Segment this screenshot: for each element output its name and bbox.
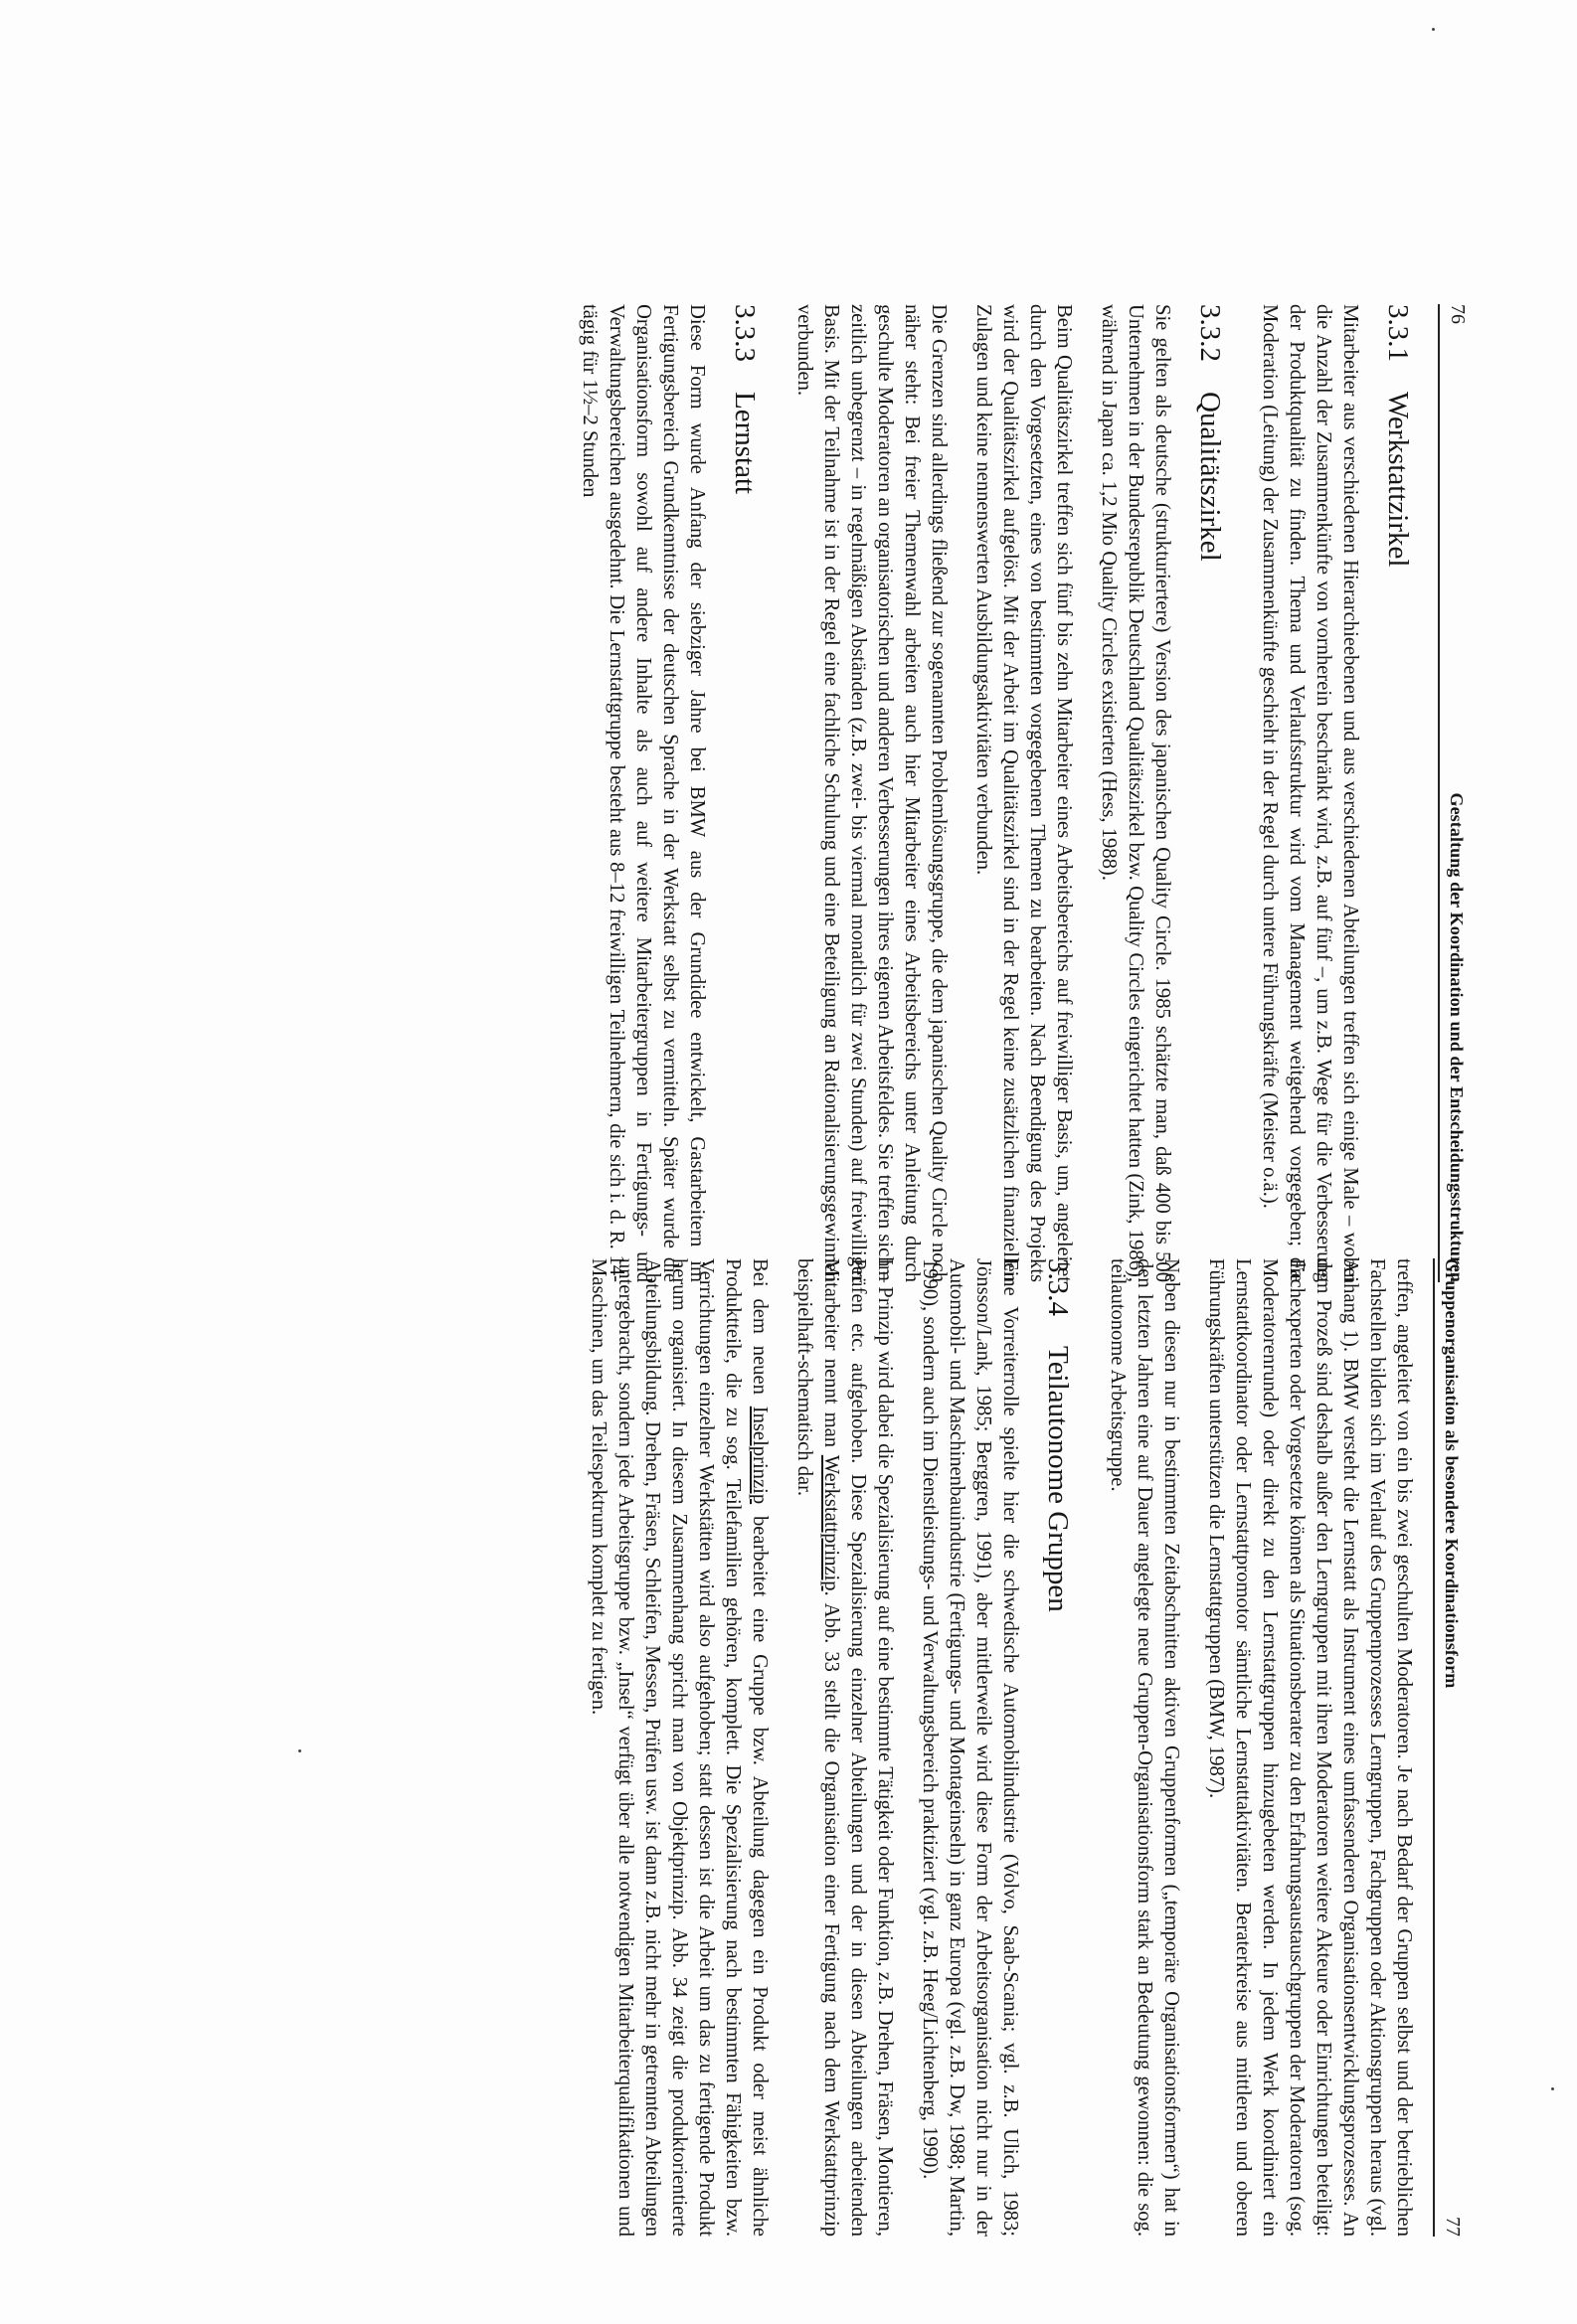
- running-head-title: Gruppenorganisation als besondere Koordinationsform: [1442, 1258, 1462, 1689]
- text-run: . Abb. 33 stellt die Organisation einer Fertigung nach dem Werkstattprinzip beispielhaft-schematisch dar.: [793, 1258, 842, 2237]
- paragraph: treffen, angeleitet von ein bis zwei geschulten Moderatoren. Je nach Bedarf der Gruppen selbst und der betrieblichen Fachstellen bilden sich im Verlauf des Gruppenprozesses Lerngruppen, Fachgruppen oder Aktionsgruppen heraus (vgl. Anhang 1). BMW versteht die Lernstatt als Instrument eines umfassenderen Organisationsentwicklungsprozesses. An dem Prozeß sind deshalb außer den Lerngruppen mit ihren Moderatoren weitere Akteure oder Einrichtungen beteiligt: Fachexperten oder Vorgesetzte können als Situationsberater zu den Erfahrungsaustauschgruppen der Moderatoren (sog. Moderatorenrunde) oder direkt zu den Lernstattgruppen hinzugebeten werden. In jedem Werk koordiniert ein Lernstattkoordinator oder Lernstattpromotor sämtliche Lernstattaktivitäten. Beraterkreise aus mittleren und oberen Führungskräften unterstützen die Lernstattgruppen (BMW, 1987).: [1205, 1258, 1415, 2237]
- page-number: 77: [1442, 2217, 1464, 2237]
- page-77: [373, 1223, 1487, 2274]
- paragraph: Eine Vorreiterrolle spielte hier die schwedische Automobilindustrie (Volvo, Saab-Scania; vgl. z.B. Ulich, 1983; Jönsson/Lank, 1985; Berggren, 1991), aber mittlerweile wird diese Form der Arbeitsorganisation nicht nur in der Automobil- und Maschinenbauindustrie (Fertigungs- und Montageinseln) in ganz Europa (vgl. z.B. Dw, 1988; Martin, 1990), sondern auch im Dienstleistungs- und Verwaltungsbereich praktiziert (vgl. z.B. Heeg/Lichtenberg, 1990).: [919, 1258, 1021, 2237]
- section-title: Qualitätszirkel: [1194, 392, 1226, 562]
- paragraph: Die Grenzen sind allerdings fließend zur sogenannten Problemlösungsgruppe, die dem japanischen Quality Circle noch näher steht: Bei freier Themenwahl arbeiten auch hier Mitarbeiter eines Arbeitsbereichs unter Anleitung durch geschulte Moderatoren an organisatorischen und anderen Verbesserungen ihres eigenen Arbeitsfeldes. Sie treffen sich – zeitlich unbegrenzt – in regelmäßigen Abständen (z.B. zwei- bis viermal monatlich für zwei Stunden) auf freiwilliger Basis. Mit der Teilnahme ist in der Regel eine fachliche Schulung und eine Beteiligung an Rationalisierungsgewinnen verbunden.: [793, 304, 950, 1282]
- paragraph-inselprinzip: [585, 1258, 773, 2237]
- text-run: Bei dem neuen: [749, 1258, 771, 1407]
- term-werkstattprinzip: Werkstattprinzip: [820, 1454, 842, 1591]
- paragraph: Diese Form wurde Anfang der siebziger Jahre bei BMW aus der Grundidee entwickelt, Gastarbeitern im Fertigungsbereich Grundkenntnisse der deutschen Sprache in der Werkstatt selbst zu vermitteln. Später wurde die Organisationsform sowohl auf andere Inhalte als auch auf weitere Mitarbeitergruppen in Fertigungs- und Verwaltungsbereichen ausgedehnt. Die Lernstattgruppe besteht aus 8–12 freiwilligen Teilnehmern, die sich i. d. R. 14-tägig für 1½–2 Stunden: [579, 304, 708, 1282]
- term-inselprinzip: Inselprinzip: [749, 1406, 771, 1505]
- running-head: [1433, 1258, 1487, 2237]
- section-number: 3.3.4: [1042, 1258, 1074, 1316]
- scan-speck: [298, 1749, 301, 1752]
- section-number: 3.3.1: [1382, 304, 1414, 362]
- page-76: [378, 268, 1491, 1320]
- paragraph: Beim Qualitätszirkel treffen sich fünf bis zehn Mitarbeiter eines Arbeitsbereichs auf freiwilliger Basis, um, angeleitet durch den Vorgesetzten, eines von bestimmten vorgegebenen Themen zu bearbeiten. Nach Beendigung des Projekts wird der Qualitätszirkel aufgelöst. Mit der Arbeit im Qualitätszirkel sind in der Regel keine zusätzlichen finanziellen Zulagen und keine nennenswerten Ausbildungsaktivitäten verbunden.: [972, 304, 1075, 1282]
- paragraph: Sie gelten als deutsche (strukturiertere) Version des japanischen Quality Circle. 1985 schätzte man, daß 400 bis 500 Unternehmen in der Bundesrepublik Deutschland Qualitätszirkel bzw. Quality Circles eingerichtet hatten (Zink, 1986), während in Japan ca. 1,2 Mio Quality Circles existierten (Hess, 1988).: [1098, 304, 1173, 1282]
- section-title: Werkstattzirkel: [1382, 392, 1414, 568]
- section-heading-teilautonome-gruppen: [1041, 1258, 1074, 2237]
- paragraph-werkstattprinzip: [790, 1258, 898, 2237]
- section-heading-qualitaetszirkel: [1193, 304, 1226, 1282]
- paragraph: Mitarbeiter aus verschiedenen Hierarchieebenen und aus verschiedenen Abteilungen treffen sich einige Male – wobei die Anzahl der Zusammenkünfte von vornherein beschränkt wird, z.B. auf fünf –, um z.B. Wege für die Verbesserung der Produktqualität zu finden. Thema und Verlaufsstruktur wird vom Management weitgehend vorgegeben; die Moderation (Leitung) der Zusammenkünfte geschieht in der Regel durch untere Führungskräfte (Meister o.ä.).: [1259, 304, 1361, 1282]
- running-head: [1438, 304, 1491, 1282]
- scan-speck: [1432, 28, 1435, 31]
- section-heading-werkstattzirkel: [1381, 304, 1414, 1282]
- paragraph: Neben diesen nur in bestimmten Zeitabschnitten aktiven Gruppenformen („temporäre Organisationsformen“) hat in den letzten Jahren eine auf Dauer angelegte neue Gruppen-Organisationsform stark an Bedeutung gewonnen: die sog. teilautonome Arbeitsgruppe.: [1107, 1258, 1182, 2237]
- page-number: 76: [1447, 304, 1469, 324]
- section-title: Lernstatt: [729, 392, 761, 495]
- section-number: 3.3.2: [1194, 304, 1226, 362]
- section-title: Teilautonome Gruppen: [1042, 1346, 1074, 1612]
- text-run: bearbeitet eine Gruppe bzw. Abteilung dagegen ein Produkt oder meist ähnliche Produktteile, die zu sog. Teilefamilien gehören, komplett. Die Spezialisierung nach bestimmten Fähigkeiten bzw. Verrichtungen einzelner Werkstätten wird also aufgehoben; statt dessen ist die Arbeit um das zu fertigende Produkt herum organisiert. In diesem Zusammenhang spricht man von Objektprinzip. Abb. 34 zeigt die produktorientierte Abteilungsbildung. Drehen, Fräsen, Schleifen, Messen, Prüfen usw. ist dann z.B. nicht mehr in getrennten Abteilungen untergebracht, sondern jede Arbeitsgruppe bzw. „Insel“ verfügt über alle notwendigen Mitarbeiterqualifikationen und Maschinen, um das Teilespektrum komplett zu fertigen.: [588, 1258, 771, 2237]
- text-run: Im Prinzip wird dabei die Spezialisierung auf eine bestimmte Tätigkeit oder Funktion, z.B. Drehen, Fräsen, Montieren, Prüfen etc. aufgehoben. Diese Spezialisierung einzelner Abteilungen und der in diesen Abteilungen arbeitenden Mitarbeiter nennt man: [820, 1258, 896, 2237]
- running-head-title: Gestaltung der Koordination und der Entscheidungsstrukturen: [1447, 792, 1467, 1282]
- section-heading-lernstatt: [728, 304, 761, 1282]
- scan-speck: [1551, 2087, 1554, 2090]
- section-number: 3.3.3: [729, 304, 761, 362]
